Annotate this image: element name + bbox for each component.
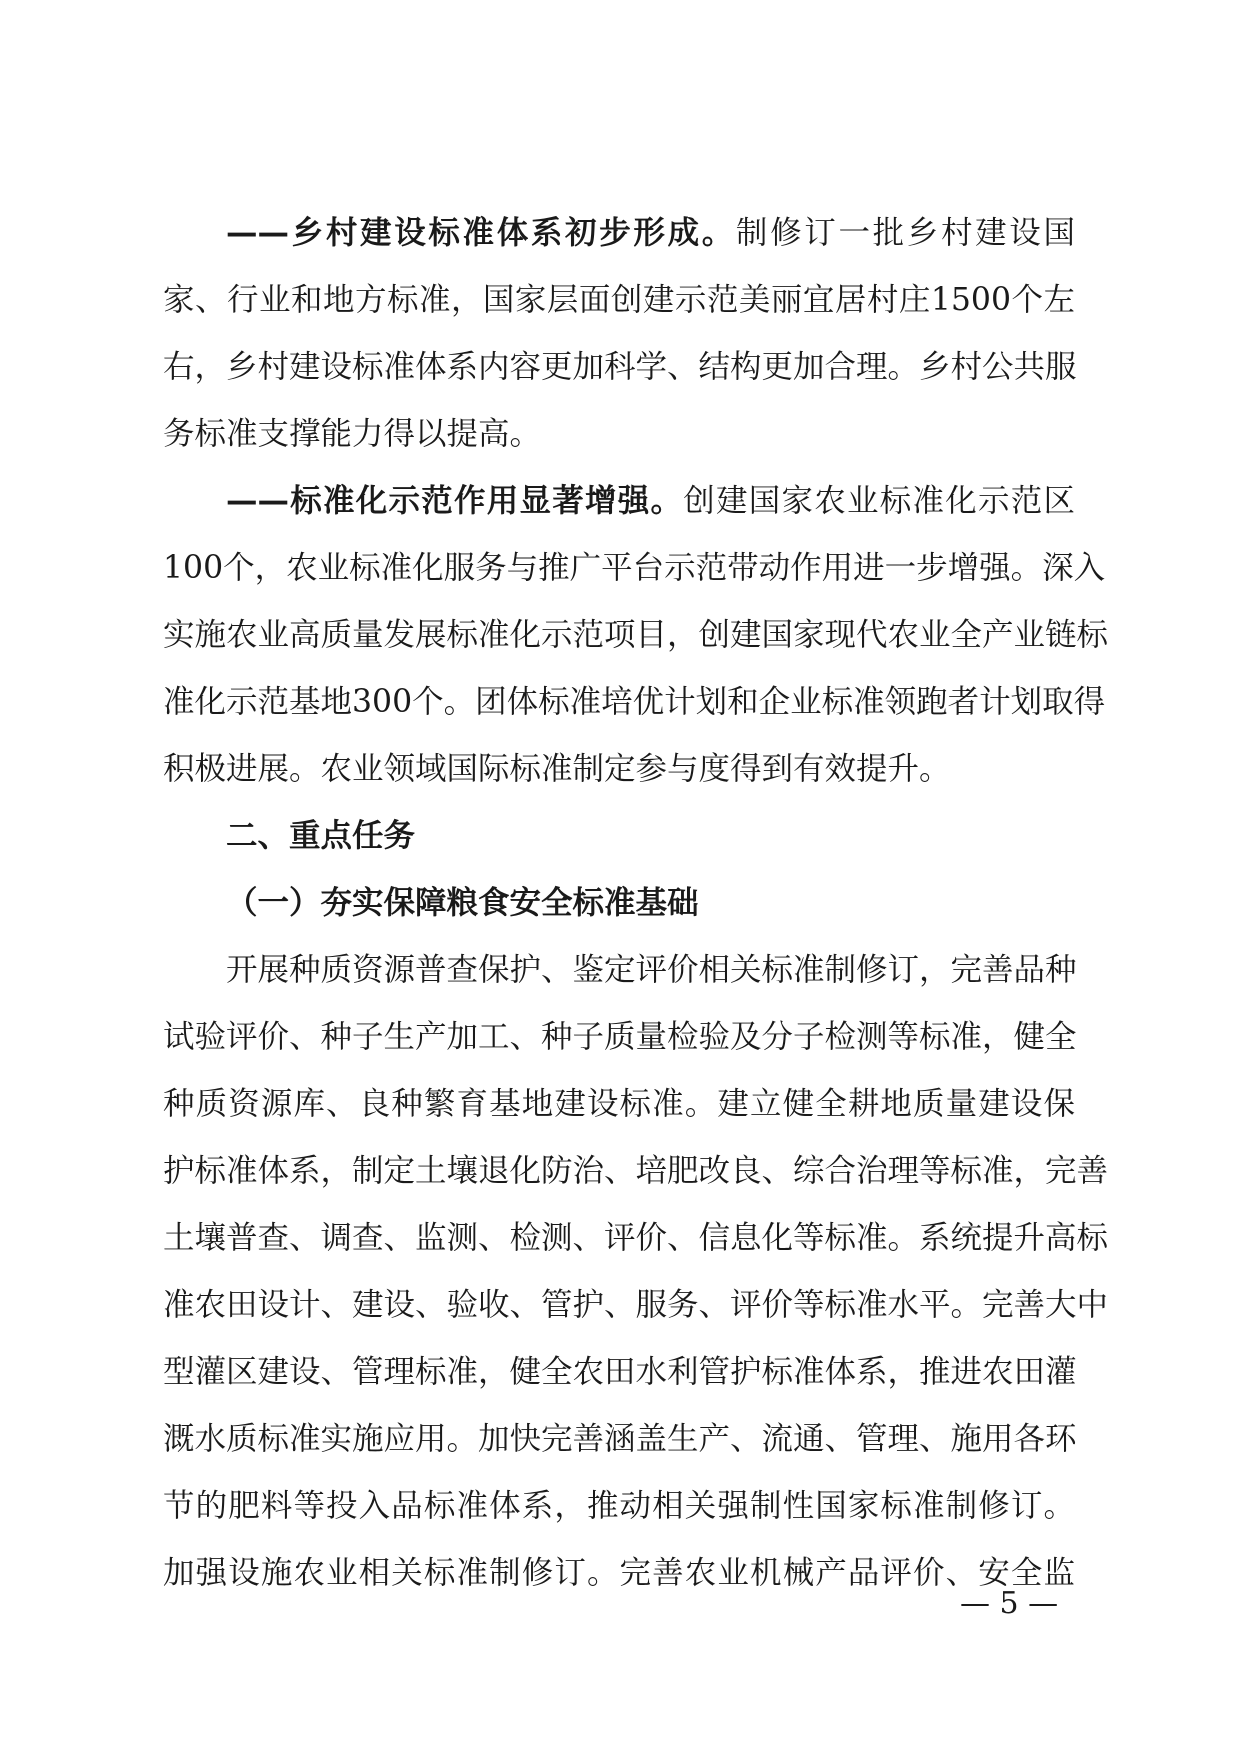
paragraph-3-line-3: 种质资源库、良种繁育基地建设标准。建立健全耕地质量建设保 bbox=[163, 1086, 1075, 1122]
paragraph-2-line-1 bbox=[163, 468, 1075, 535]
paragraph-2-line-3: 实施农业高质量发展标准化示范项目，创建国家现代农业全产业链标 bbox=[163, 617, 1109, 653]
paragraph-3-line-9: 节的肥料等投入品标准体系，推动相关强制性国家标准制修订。 bbox=[163, 1488, 1075, 1524]
paragraph-2-line-2: 100个，农业标准化服务与推广平台示范带动作用进一步增强。深入 bbox=[163, 550, 1106, 586]
body-text bbox=[163, 200, 1109, 1607]
paragraph-3-line-5: 土壤普查、调查、监测、检测、评价、信息化等标准。系统提升高标 bbox=[163, 1220, 1109, 1256]
paragraph-2-line-1-text: 创建国家农业标准化示范区 bbox=[683, 483, 1075, 519]
paragraph-1-bold-lead: ——乡村建设标准体系初步形成。 bbox=[226, 215, 736, 251]
paragraph-3-line-4: 护标准体系，制定土壤退化防治、培肥改良、综合治理等标准，完善 bbox=[163, 1153, 1109, 1189]
section-heading: 二、重点任务 bbox=[226, 818, 416, 854]
paragraph-1-line-4: 务标准支撑能力得以提高。 bbox=[163, 416, 542, 452]
paragraph-3-line-2: 试验评价、种子生产加工、种子质量检验及分子检测等标准，健全 bbox=[163, 1019, 1077, 1055]
paragraph-3-line-10: 加强设施农业相关标准制修订。完善农业机械产品评价、安全监 bbox=[163, 1555, 1075, 1591]
paragraph-2-bold-lead: ——标准化示范作用显著增强。 bbox=[226, 483, 684, 519]
paragraph-2-line-4: 准化示范基地300个。团体标准培优计划和企业标准领跑者计划取得 bbox=[163, 684, 1106, 720]
paragraph-2-line-5: 积极进展。农业领域国际标准制定参与度得到有效提升。 bbox=[163, 751, 951, 787]
paragraph-3-line-1: 开展种质资源普查保护、鉴定评价相关标准制修订，完善品种 bbox=[226, 952, 1077, 988]
subsection-heading: （一）夯实保障粮食安全标准基础 bbox=[226, 885, 699, 921]
paragraph-1-line-3: 右，乡村建设标准体系内容更加科学、结构更加合理。乡村公共服 bbox=[163, 349, 1077, 385]
paragraph-3-line-6: 准农田设计、建设、验收、管护、服务、评价等标准水平。完善大中 bbox=[163, 1287, 1109, 1323]
paragraph-3-line-8: 溉水质标准实施应用。加快完善涵盖生产、流通、管理、施用各环 bbox=[163, 1421, 1077, 1457]
paragraph-3-line-7: 型灌区建设、管理标准，健全农田水利管护标准体系，推进农田灌 bbox=[163, 1354, 1077, 1390]
paragraph-1-line-1 bbox=[163, 200, 1075, 267]
paragraph-1-line-1-text: 制修订一批乡村建设国 bbox=[735, 215, 1075, 251]
paragraph-1-line-2: 家、行业和地方标准，国家层面创建示范美丽宜居村庄1500个左 bbox=[163, 282, 1075, 318]
page-number: — 5 — bbox=[960, 1586, 1059, 1621]
